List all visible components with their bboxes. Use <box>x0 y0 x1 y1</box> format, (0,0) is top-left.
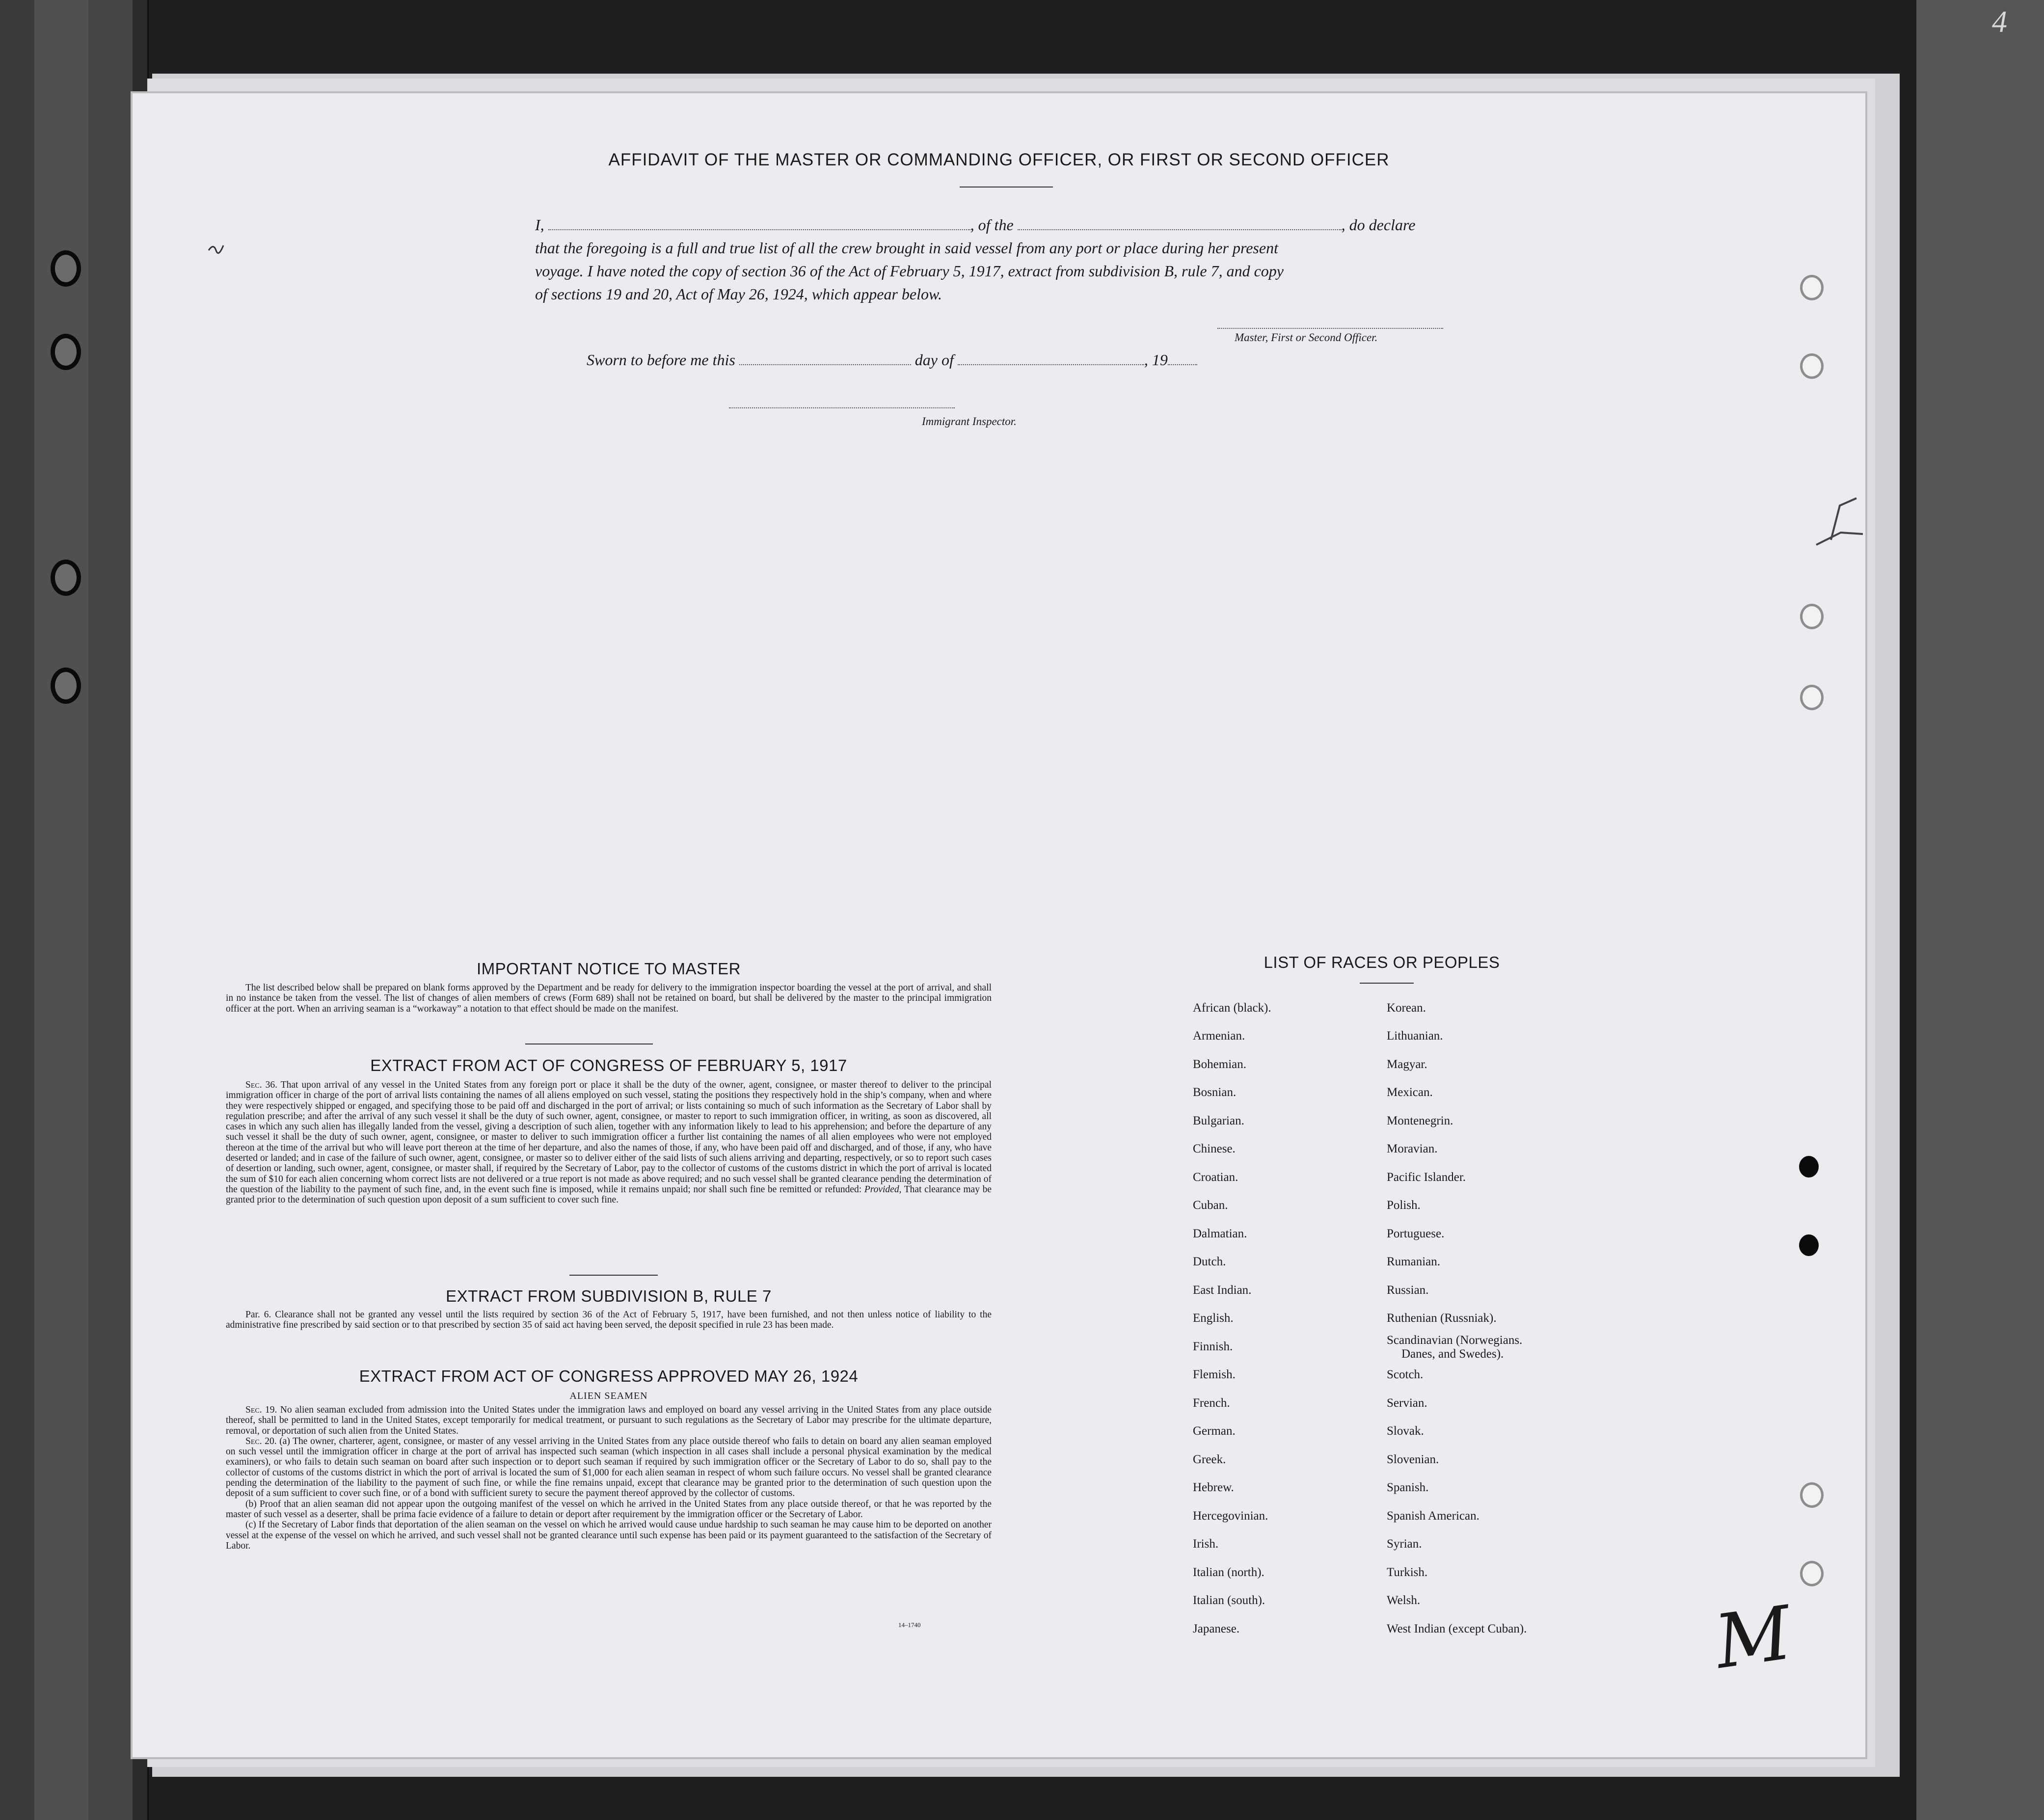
race-item: Scotch. <box>1387 1368 1424 1381</box>
form-sheet <box>133 93 1865 1757</box>
sworn-month-blank[interactable] <box>958 351 1144 365</box>
stray-mark <box>206 241 226 255</box>
race-item: East Indian. <box>1193 1284 1252 1297</box>
rule-7-paragraph: Par. 6. Clearance shall not be granted any vessel until the lists required by section 36 of the Act of February 5, 1917, have been furnished, and not then unless notice of liability to the administrative fine prescribed by said section or to that prescribed by section 35 of said act having been served, the deposit specified in rule 23 has been made. <box>226 1310 992 1331</box>
section-36-paragraph <box>226 1080 992 1205</box>
race-item: Chinese. <box>1193 1142 1236 1155</box>
race-item: Polish. <box>1387 1199 1421 1212</box>
race-item: Slovenian. <box>1387 1453 1439 1466</box>
race-item: Turkish. <box>1387 1566 1428 1579</box>
race-item: Dutch. <box>1193 1255 1226 1268</box>
race-item: African (black). <box>1193 1001 1271 1015</box>
punch-hole <box>1800 685 1824 710</box>
section-label: Sec. 20. <box>245 1436 277 1446</box>
affidavit-declare: , do declare <box>1341 216 1416 234</box>
extract-1924-title: EXTRACT FROM ACT OF CONGRESS APPROVED MAY 26, 1924 <box>359 1367 859 1385</box>
binder-ring <box>51 250 81 287</box>
race-item: Finnish. <box>1193 1340 1233 1353</box>
sworn-day-blank[interactable] <box>739 351 911 365</box>
race-item: Spanish. <box>1387 1481 1429 1494</box>
binder-ring <box>51 334 81 370</box>
scanner-background <box>1916 0 2044 1820</box>
race-item: Italian (south). <box>1193 1594 1265 1607</box>
race-item: Scandinavian (Norwegians. <box>1387 1334 1523 1347</box>
race-item: Hercegovinian. <box>1193 1509 1268 1523</box>
punch-hole <box>1800 1482 1824 1508</box>
affidavit-line-2: that the foregoing is a full and true list of all the crew brought in said vessel from any port or place during her present <box>535 239 1278 257</box>
race-item: Slovak. <box>1387 1424 1424 1438</box>
affidavit-i: I, <box>535 216 544 234</box>
punch-hole <box>1800 353 1824 379</box>
sworn-text: Sworn to before me this <box>587 351 735 369</box>
inspector-signature-line[interactable] <box>729 407 955 408</box>
race-item: Irish. <box>1193 1537 1219 1551</box>
race-item: Bohemian. <box>1193 1058 1247 1071</box>
page-number: 4 <box>1992 5 2007 39</box>
race-item: German. <box>1193 1424 1236 1438</box>
section-label: Sec. 36. <box>245 1080 278 1090</box>
handwritten-mark-m: M <box>1710 1590 1797 1686</box>
binder-ring <box>51 668 81 704</box>
notice-title: IMPORTANT NOTICE TO MASTER <box>476 960 741 978</box>
race-item: Dalmatian. <box>1193 1227 1247 1240</box>
binder-edge <box>0 0 36 1820</box>
sworn-line <box>587 348 1470 372</box>
binder-edge-inner <box>88 0 134 1820</box>
notice-text <box>226 983 992 1014</box>
section-20a-body: (a) The owner, charterer, agent, consignee, or master of any vessel arriving in the United States from any place outside thereof who fails to detain on board any alien seaman employed on such vessel until the immigration officer in charge at the port of arrival has inspected such seaman (which inspection in all cases shall include a personal physical examination by the medical examiners), or who fails to detain such seaman on board after such inspection or to deport such seaman if required by such immigration officer or the Secretary of Labor to do so, shall pay to the collector of customs of the customs district in which the port of arrival is located the sum of $1,000 for each alien seaman in respect of whom such failure occurs. No vessel shall be granted clearance pending the determination of the liability to the payment of such fine, or while the fine remains unpaid, except that clearance may be granted prior to the determination of such question upon the deposit of a sum sufficient to cover such fine, or of a bond with sufficient surety to secure the payment thereof approved by the collector of customs. <box>226 1436 992 1499</box>
extract-1917-title: EXTRACT FROM ACT OF CONGRESS OF FEBRUARY 5, 1917 <box>370 1056 847 1074</box>
section-label: Sec. 19. <box>245 1405 277 1415</box>
race-item: Italian (north). <box>1193 1566 1264 1579</box>
master-caption: Master, First or Second Officer. <box>1235 331 1378 344</box>
affidavit-line-3: voyage. I have noted the copy of section 36 of the Act of February 5, 1917, extract from subdivision B, rule 7, and copy <box>535 262 1284 280</box>
race-item: Hebrew. <box>1193 1481 1234 1494</box>
race-item: Cuban. <box>1193 1199 1228 1212</box>
race-item: Flemish. <box>1193 1368 1236 1381</box>
extract-1924-text <box>226 1405 992 1551</box>
divider <box>569 1275 658 1276</box>
affidavit-title: AFFIDAVIT OF THE MASTER OR COMMANDING OFFICER, OR FIRST OR SECOND OFFICER <box>608 150 1390 169</box>
section-36-body: That upon arrival of any vessel in the United States from any foreign port or place it shall be the duty of the owner, agent, consignee, or master thereof to deliver to the principal immigration officer in charge of the port of arrival lists containing the names of all aliens employed on such vessel, stating the positions they respectively hold in the ship’s company, when and where they were respectively shipped or engaged, and specifying those to be paid off and discharged in the port of arrival; or lists containing so much of such information as the Secretary of Labor shall by regulation prescribe; and after the arrival of any such vessel it shall be the duty of such owner, agent, consignee, or master to report to such immigration officer, in writing, as soon as discovered, all cases in which any such alien has illegally landed from the vessel, giving a description of such alien, together with any information likely to lead to his apprehension; and before the departure of any such vessel it shall be the duty of such owner, agent, consignee, or master to deliver to such immigration officer a further list containing the names of all alien employees who were not employed thereon at the time of the arrival but who will leave port thereon at the time of her departure, and also the names of those, if any, who have been paid off and discharged, and of those, if any, who have deserted or landed; and in case of the failure of such owner, agent, consignee, or master so to deliver either of the said lists of such aliens arriving and departing, respectively, or so to report such cases of desertion or landing, such owner, agent, consignee, or master shall, if required by the Secretary of Labor, pay to the collector of customs of the customs district in which the port of arrival is located the sum of $10 for each alien concerning whom correct lists are not delivered or a true report is not made as above required; and no such vessel shall be granted clearance pending the determination of the question of the liability to the payment of such fine, and, in the event such fine is imposed, while it remains unpaid; nor shall such fine be remitted or refunded: <box>226 1080 992 1195</box>
notice-paragraph: The list described below shall be prepared on blank forms approved by the Department and be ready for delivery to the immigration inspector boarding the vessel at the port of arrival, and shall in no instance be taken from the vessel. The list of changes of alien members of crews (Form 689) shall not be retained on board, but shall be delivered by the master to the principal immigration officer at the port. When an arriving seaman is a “workaway” a notation to that effect should be made on the manifest. <box>226 983 992 1014</box>
races-title: LIST OF RACES OR PEOPLES <box>1264 953 1500 971</box>
inspector-caption: Immigrant Inspector. <box>922 415 1017 428</box>
master-signature-line[interactable] <box>1217 328 1443 329</box>
race-item-continuation: Danes, and Swedes). <box>1401 1347 1504 1361</box>
race-item: West Indian (except Cuban). <box>1387 1622 1527 1635</box>
race-item: Armenian. <box>1193 1029 1245 1043</box>
section-20b-paragraph: (b) Proof that an alien seaman did not appear upon the outgoing manifest of the vessel on which he arrived in the United States from any place outside thereof, or that he was reported by the master of such vessel as a deserter, shall be prima facie evidence of a failure to detain or deport after requirement by the immigration officer or the Secretary of Labor. <box>226 1499 992 1520</box>
affidavit-of-the: , of the <box>970 216 1014 234</box>
affidavit-line-4: of sections 19 and 20, Act of May 26, 1924, which appear below. <box>535 285 942 303</box>
affidavit-line-1 <box>535 214 1473 237</box>
race-item: Servian. <box>1387 1396 1427 1410</box>
race-item: Magyar. <box>1387 1058 1427 1071</box>
race-item: Russian. <box>1387 1284 1429 1297</box>
race-item: Lithuanian. <box>1387 1029 1443 1043</box>
race-item: Pacific Islander. <box>1387 1171 1466 1184</box>
sworn-year-blank[interactable] <box>1168 351 1197 365</box>
race-item: French. <box>1193 1396 1230 1410</box>
race-item: Bulgarian. <box>1193 1114 1244 1127</box>
race-item: Bosnian. <box>1193 1086 1237 1099</box>
race-item: Syrian. <box>1387 1537 1422 1551</box>
race-item: Welsh. <box>1387 1594 1421 1607</box>
section-19-body: No alien seaman excluded from admission into the United States under the immigration laws and employed on board any vessel arriving in the United States from any place outside thereof, shall be permitted to land in the United States, except temporarily for medical treatment, or pursuant to such regulations as the Secretary of Labor may prescribe for the ultimate departure, removal, or deportation of such alien from the United States. <box>226 1405 992 1436</box>
race-item: Ruthenian (Russniak). <box>1387 1311 1497 1325</box>
section-20c-paragraph: (c) If the Secretary of Labor finds that deportation of the alien seaman on the vessel on which he arrived would cause undue hardship to such seaman he may cause him to be deported on another vessel at the expense of the vessel on which he arrived, and such vessel shall not be granted clearance until such expense has been paid or its payment guaranteed to the satisfaction of the Secretary of Labor. <box>226 1520 992 1551</box>
race-item: Croatian. <box>1193 1171 1238 1184</box>
race-item: Rumanian. <box>1387 1255 1441 1268</box>
rule-7-text <box>226 1310 992 1331</box>
race-item: Mexican. <box>1387 1086 1433 1099</box>
extract-1917-text <box>226 1080 992 1205</box>
race-item: Japanese. <box>1193 1622 1240 1635</box>
pencil-check-mark <box>1811 496 1865 555</box>
punch-hole-dark <box>1799 1234 1819 1256</box>
race-item: Greek. <box>1193 1453 1226 1466</box>
vessel-blank[interactable] <box>1018 216 1342 230</box>
punch-hole <box>1800 1561 1824 1586</box>
year-prefix: , 19 <box>1144 351 1168 369</box>
binder-ring <box>51 560 81 596</box>
punch-hole <box>1800 604 1824 629</box>
divider <box>1360 983 1414 984</box>
race-item: Moravian. <box>1387 1142 1438 1155</box>
alien-seamen-subtitle: ALIEN SEAMEN <box>569 1391 648 1401</box>
section-20a-paragraph <box>226 1436 992 1499</box>
section-19-paragraph <box>226 1405 992 1436</box>
rule-7-title: EXTRACT FROM SUBDIVISION B, RULE 7 <box>446 1287 772 1305</box>
name-blank[interactable] <box>548 216 970 230</box>
section-36-end: That clearance may be granted prior to the determination of such question upon deposit of a sum sufficient to cover such fine. <box>226 1184 992 1205</box>
race-item: Portuguese. <box>1387 1227 1445 1240</box>
punch-hole <box>1800 275 1824 300</box>
day-of-text: day of <box>914 351 954 369</box>
race-item: English. <box>1193 1311 1234 1325</box>
form-number: 14–1740 <box>898 1621 921 1629</box>
punch-hole-dark <box>1799 1156 1819 1178</box>
race-item: Spanish American. <box>1387 1509 1479 1523</box>
proviso-label: Provided, <box>864 1184 902 1195</box>
race-item: Montenegrin. <box>1387 1114 1453 1127</box>
race-item: Korean. <box>1387 1001 1426 1015</box>
